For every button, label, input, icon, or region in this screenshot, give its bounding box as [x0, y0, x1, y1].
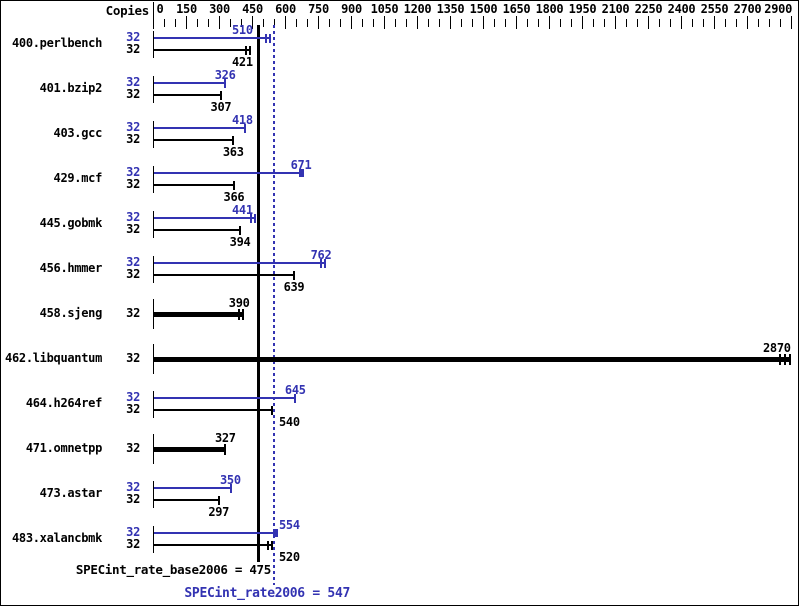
axis-minor-tick	[725, 19, 726, 27]
axis-minor-tick	[769, 19, 770, 27]
bar-value-label: 394	[229, 235, 251, 249]
group-bracket	[153, 211, 154, 238]
result-bar	[154, 499, 219, 501]
axis-tick-label: 2250	[634, 2, 663, 16]
copies-value-label: 32	[126, 210, 140, 224]
bar-end-cap	[238, 309, 240, 320]
axis-major-tick	[186, 16, 187, 29]
axis-minor-tick	[263, 19, 264, 27]
result-bar	[154, 127, 246, 129]
axis-major-tick	[318, 16, 319, 29]
bar-value-label: 363	[222, 145, 244, 159]
group-bracket	[153, 256, 154, 283]
bar-end-cap	[224, 444, 226, 455]
axis-minor-tick	[593, 19, 594, 27]
axis-tick-label: 2700	[733, 2, 762, 16]
axis-major-tick	[747, 16, 748, 29]
axis-minor-tick	[461, 19, 462, 27]
copies-value-label: 32	[126, 402, 140, 416]
benchmark-name-label: 458.sjeng	[39, 306, 102, 320]
axis-minor-tick	[560, 19, 561, 27]
bar-value-label: 421	[232, 55, 253, 69]
result-bar	[154, 312, 244, 317]
bar-value-label: 307	[210, 100, 232, 114]
copies-axis-title: Copies	[105, 3, 149, 18]
axis-tick-label: 2550	[700, 2, 729, 16]
bar-end-cap	[293, 271, 295, 280]
axis-minor-tick	[230, 19, 231, 27]
benchmark-name-label: 429.mcf	[53, 171, 102, 185]
result-bar	[154, 262, 326, 264]
bar-value-label: 350	[220, 473, 241, 487]
bar-value-label: 441	[232, 203, 253, 217]
summary-peak-result: SPECint_rate2006 = 547	[184, 586, 350, 601]
result-bar	[154, 217, 255, 219]
axis-minor-tick	[780, 19, 781, 27]
axis-minor-tick	[670, 19, 671, 27]
axis-tick-label: 900	[341, 2, 362, 16]
copies-value-label: 32	[126, 42, 140, 56]
axis-tick-label: 600	[275, 2, 296, 16]
bar-value-label: 297	[208, 505, 230, 519]
bar-end-cap	[267, 541, 269, 550]
axis-minor-tick	[340, 19, 341, 27]
bar-end-cap	[269, 34, 271, 43]
benchmark-name-label: 471.omnetpp	[25, 441, 102, 455]
benchmark-name-label: 473.astar	[39, 486, 102, 500]
benchmark-name-label: 464.h264ref	[25, 396, 102, 410]
copies-value-label: 32	[126, 30, 140, 44]
axis-tick-label: 1650	[502, 2, 531, 16]
axis-minor-tick	[538, 19, 539, 27]
axis-major-tick	[791, 16, 792, 29]
axis-major-tick	[384, 16, 385, 29]
bar-end-cap	[265, 34, 267, 43]
bar-value-label: 520	[279, 550, 300, 564]
axis-minor-tick	[505, 19, 506, 27]
bar-end-cap	[271, 406, 273, 415]
axis-minor-tick	[164, 19, 165, 27]
bar-end-cap	[220, 91, 222, 100]
axis-minor-tick	[307, 19, 308, 27]
copies-value-label: 32	[126, 267, 140, 281]
copies-value-label: 32	[126, 132, 140, 146]
axis-major-tick	[549, 16, 550, 29]
result-bar	[154, 532, 276, 534]
benchmark-name-label: 403.gcc	[53, 126, 102, 140]
axis-tick-label: 2900	[764, 2, 792, 16]
axis-major-tick	[417, 16, 418, 29]
benchmark-name-label: 483.xalancbmk	[11, 531, 102, 545]
axis-minor-tick	[758, 19, 759, 27]
group-bracket	[153, 391, 154, 418]
copies-value-label: 32	[126, 492, 140, 506]
benchmark-name-label: 400.perlbench	[11, 36, 102, 50]
result-bar	[154, 397, 296, 399]
axis-tick-label: 1950	[568, 2, 597, 16]
axis-minor-tick	[373, 19, 374, 27]
benchmark-name-label: 401.bzip2	[39, 81, 102, 95]
bar-end-cap	[779, 354, 781, 365]
axis-minor-tick	[736, 19, 737, 27]
copies-value-label: 32	[126, 390, 140, 404]
group-bracket	[153, 121, 154, 148]
bar-end-cap	[232, 136, 234, 145]
axis-minor-tick	[406, 19, 407, 27]
result-bar	[154, 357, 790, 362]
axis-tick-label: 1350	[436, 2, 465, 16]
axis-major-tick	[516, 16, 517, 29]
result-bar	[154, 447, 226, 452]
copies-value-label: 32	[126, 165, 140, 179]
result-bar	[154, 139, 234, 141]
axis-minor-tick	[395, 19, 396, 27]
bar-end-cap	[218, 496, 220, 505]
axis-major-tick	[648, 16, 649, 29]
copies-value-label: 32	[126, 75, 140, 89]
axis-tick-label: 2100	[601, 2, 630, 16]
axis-tick-label: 750	[308, 2, 329, 16]
group-bracket	[153, 526, 154, 553]
copies-value-label: 32	[126, 441, 140, 455]
copies-value-label: 32	[126, 537, 140, 551]
bar-end-cap	[273, 529, 278, 537]
axis-major-tick	[714, 16, 715, 29]
copies-value-label: 32	[126, 255, 140, 269]
bar-value-label: 327	[214, 431, 236, 445]
axis-minor-tick	[472, 19, 473, 27]
result-bar	[154, 37, 270, 39]
axis-tick-label: 300	[209, 2, 230, 16]
bar-end-cap	[233, 181, 235, 190]
copies-value-label: 32	[126, 306, 140, 320]
bar-value-label: 554	[279, 518, 300, 532]
axis-tick-label: 450	[242, 2, 263, 16]
axis-major-tick	[450, 16, 451, 29]
group-bracket	[153, 31, 154, 58]
axis-minor-tick	[571, 19, 572, 27]
bar-value-label: 510	[232, 23, 253, 37]
axis-tick-label: 1800	[535, 2, 564, 16]
axis-minor-tick	[626, 19, 627, 27]
result-bar	[154, 49, 251, 51]
bar-end-cap	[242, 309, 244, 320]
reference-line-base	[257, 25, 260, 562]
axis-major-tick	[681, 16, 682, 29]
axis-minor-tick	[659, 19, 660, 27]
axis-minor-tick	[296, 19, 297, 27]
bar-value-label: 671	[290, 158, 312, 172]
group-bracket	[153, 481, 154, 508]
axis-tick-label: 2400	[667, 2, 696, 16]
axis-minor-tick	[604, 19, 605, 27]
copies-value-label: 32	[126, 351, 140, 365]
axis-minor-tick	[197, 19, 198, 27]
bar-value-label: 540	[279, 415, 300, 429]
axis-major-tick	[483, 16, 484, 29]
result-bar	[154, 229, 241, 231]
bar-value-label: 639	[283, 280, 305, 294]
copies-value-label: 32	[126, 120, 140, 134]
axis-major-tick	[615, 16, 616, 29]
group-bracket	[153, 166, 154, 193]
bar-end-cap	[249, 46, 251, 55]
axis-major-tick	[285, 16, 286, 29]
axis-tick-label: 1200	[403, 2, 432, 16]
copies-value-label: 32	[126, 87, 140, 101]
axis-minor-tick	[329, 19, 330, 27]
result-bar	[154, 487, 231, 489]
bar-value-label: 326	[214, 68, 236, 82]
result-bar	[154, 409, 273, 411]
axis-tick-label: 1050	[370, 2, 399, 16]
axis-minor-tick	[703, 19, 704, 27]
copies-value-label: 32	[126, 525, 140, 539]
axis-minor-tick	[208, 19, 209, 27]
axis-minor-tick	[439, 19, 440, 27]
copies-value-label: 32	[126, 222, 140, 236]
result-bar	[154, 82, 226, 84]
benchmark-name-label: 445.gobmk	[39, 216, 102, 230]
axis-origin-line	[153, 2, 154, 29]
axis-tick-label: 1500	[469, 2, 498, 16]
bar-end-cap	[784, 354, 786, 365]
bar-value-label: 390	[228, 296, 250, 310]
bar-end-cap	[245, 46, 247, 55]
bar-end-cap	[271, 541, 273, 550]
axis-major-tick	[582, 16, 583, 29]
axis-minor-tick	[494, 19, 495, 27]
benchmark-name-label: 456.hmmer	[39, 261, 102, 275]
bar-value-label: 645	[284, 383, 306, 397]
bar-value-label: 762	[310, 248, 332, 262]
result-bar	[154, 94, 222, 96]
axis-minor-tick	[428, 19, 429, 27]
bar-end-cap	[789, 354, 791, 365]
axis-tick-label: 0	[156, 2, 164, 16]
group-bracket	[153, 76, 154, 103]
axis-major-tick	[351, 16, 352, 29]
copies-value-label: 32	[126, 480, 140, 494]
bar-value-label: 366	[223, 190, 245, 204]
summary-base-result: SPECint_rate_base2006 = 475	[75, 562, 271, 577]
reference-line-peak	[273, 25, 275, 585]
axis-minor-tick	[527, 19, 528, 27]
axis-tick-label: 150	[176, 2, 197, 16]
result-bar	[154, 544, 272, 546]
benchmark-name-label: 462.libquantum	[5, 351, 102, 365]
axis-minor-tick	[692, 19, 693, 27]
axis-minor-tick	[175, 19, 176, 27]
result-bar	[154, 184, 235, 186]
result-bar	[154, 172, 302, 174]
axis-minor-tick	[362, 19, 363, 27]
bar-value-label: 418	[232, 113, 253, 127]
bar-value-label: 2870	[763, 341, 791, 355]
axis-major-tick	[219, 16, 220, 29]
result-bar	[154, 274, 295, 276]
axis-minor-tick	[637, 19, 638, 27]
copies-value-label: 32	[126, 177, 140, 191]
bar-end-cap	[239, 226, 241, 235]
